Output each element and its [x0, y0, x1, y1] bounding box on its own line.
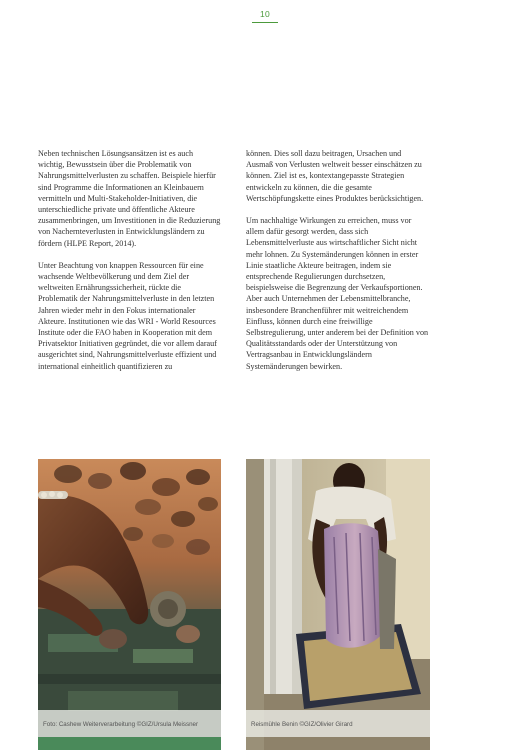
text-column-left — [38, 148, 221, 383]
caption-bar — [246, 710, 430, 737]
rice-mill-photo-image — [246, 459, 430, 750]
paragraph: Unter Beachtung von knappen Ressourcen für eine wachsende Weltbevölkerung und dem Ziel der weltweiten Ernährungssicherheit, rückte die Problematik der Nahrungsmittelverluste in den letzten Jahren wieder mehr in den Fokus internationaler Akteure. Institutionen wie das WRI - World Resources Institute oder die FAO haben in Kooperation mit dem Privatsektor Initiativen gegründet, die vor allem darauf ausgerichtet sind, Nahrungsmittelverluste effizient und international einheitlich quantifizieren zu — [38, 260, 217, 371]
photo-caption: Reismühle Benin ©GIZ/Olivier Girard — [251, 721, 353, 728]
paragraph: Neben technischen Lösungsansätzen ist es auch wichtig, Bewusstsein über die Problematik von Nahrungsmittelverlusten zu schaffen. Beispiele hierfür sind Programme die Informationen an Kleinbauern vermitteln und Multi-Stakeholder-Initiativen, die unterschiedliche private und öffentliche Akteure zusammenbringen, um Investitionen in die Reduzierung von Nachernteverlusten in Entwicklungsländern zu fördern (HLPE Report, 2014). — [38, 149, 221, 248]
photo-cashew-processing — [38, 459, 221, 750]
caption-bar — [38, 710, 221, 737]
paragraph: können. Dies soll dazu beitragen, Ursachen und Ausmaß von Verlusten weltweit besser einschätzen zu können. Ziel ist es, kontextangepasste Strategien entwickeln zu können, die die gesamte Wertschöpfungskette eines Produktes berücksichtigen. — [246, 149, 424, 203]
page-number-rule — [252, 22, 278, 23]
paragraph: Um nachhaltige Wirkungen zu erreichen, muss vor allem dafür gesorgt werden, dass sich Lebensmittelverluste aus wirtschaftlicher Sicht nicht mehr lohnen. Zu Systemänderungen können in erster Linie staatliche Akteure beitragen, indem sie entsprechende Regulierungen durchsetzen, beispielsweise die Begrenzung der Verkaufsportionen. Aber auch Unternehmen der Lebensmittelbranche, insbesondere Branchenführer mit weitreichendem Einfluss, können durch eine freiwillige Selbstregulierung, unter anderem bei der Definition von Qualitätsstandards oder der Unterstützung von Vertragsanbau in Entwicklungsländern Systemänderungen bewirken. — [246, 216, 429, 371]
photo-rice-mill — [246, 459, 430, 750]
cashew-photo-image — [38, 459, 221, 750]
text-column-right — [246, 148, 429, 383]
page-number: 10 — [259, 9, 271, 19]
photo-caption: Foto: Cashew Weiterverarbeitung ©GIZ/Ursula Meissner — [43, 721, 199, 728]
